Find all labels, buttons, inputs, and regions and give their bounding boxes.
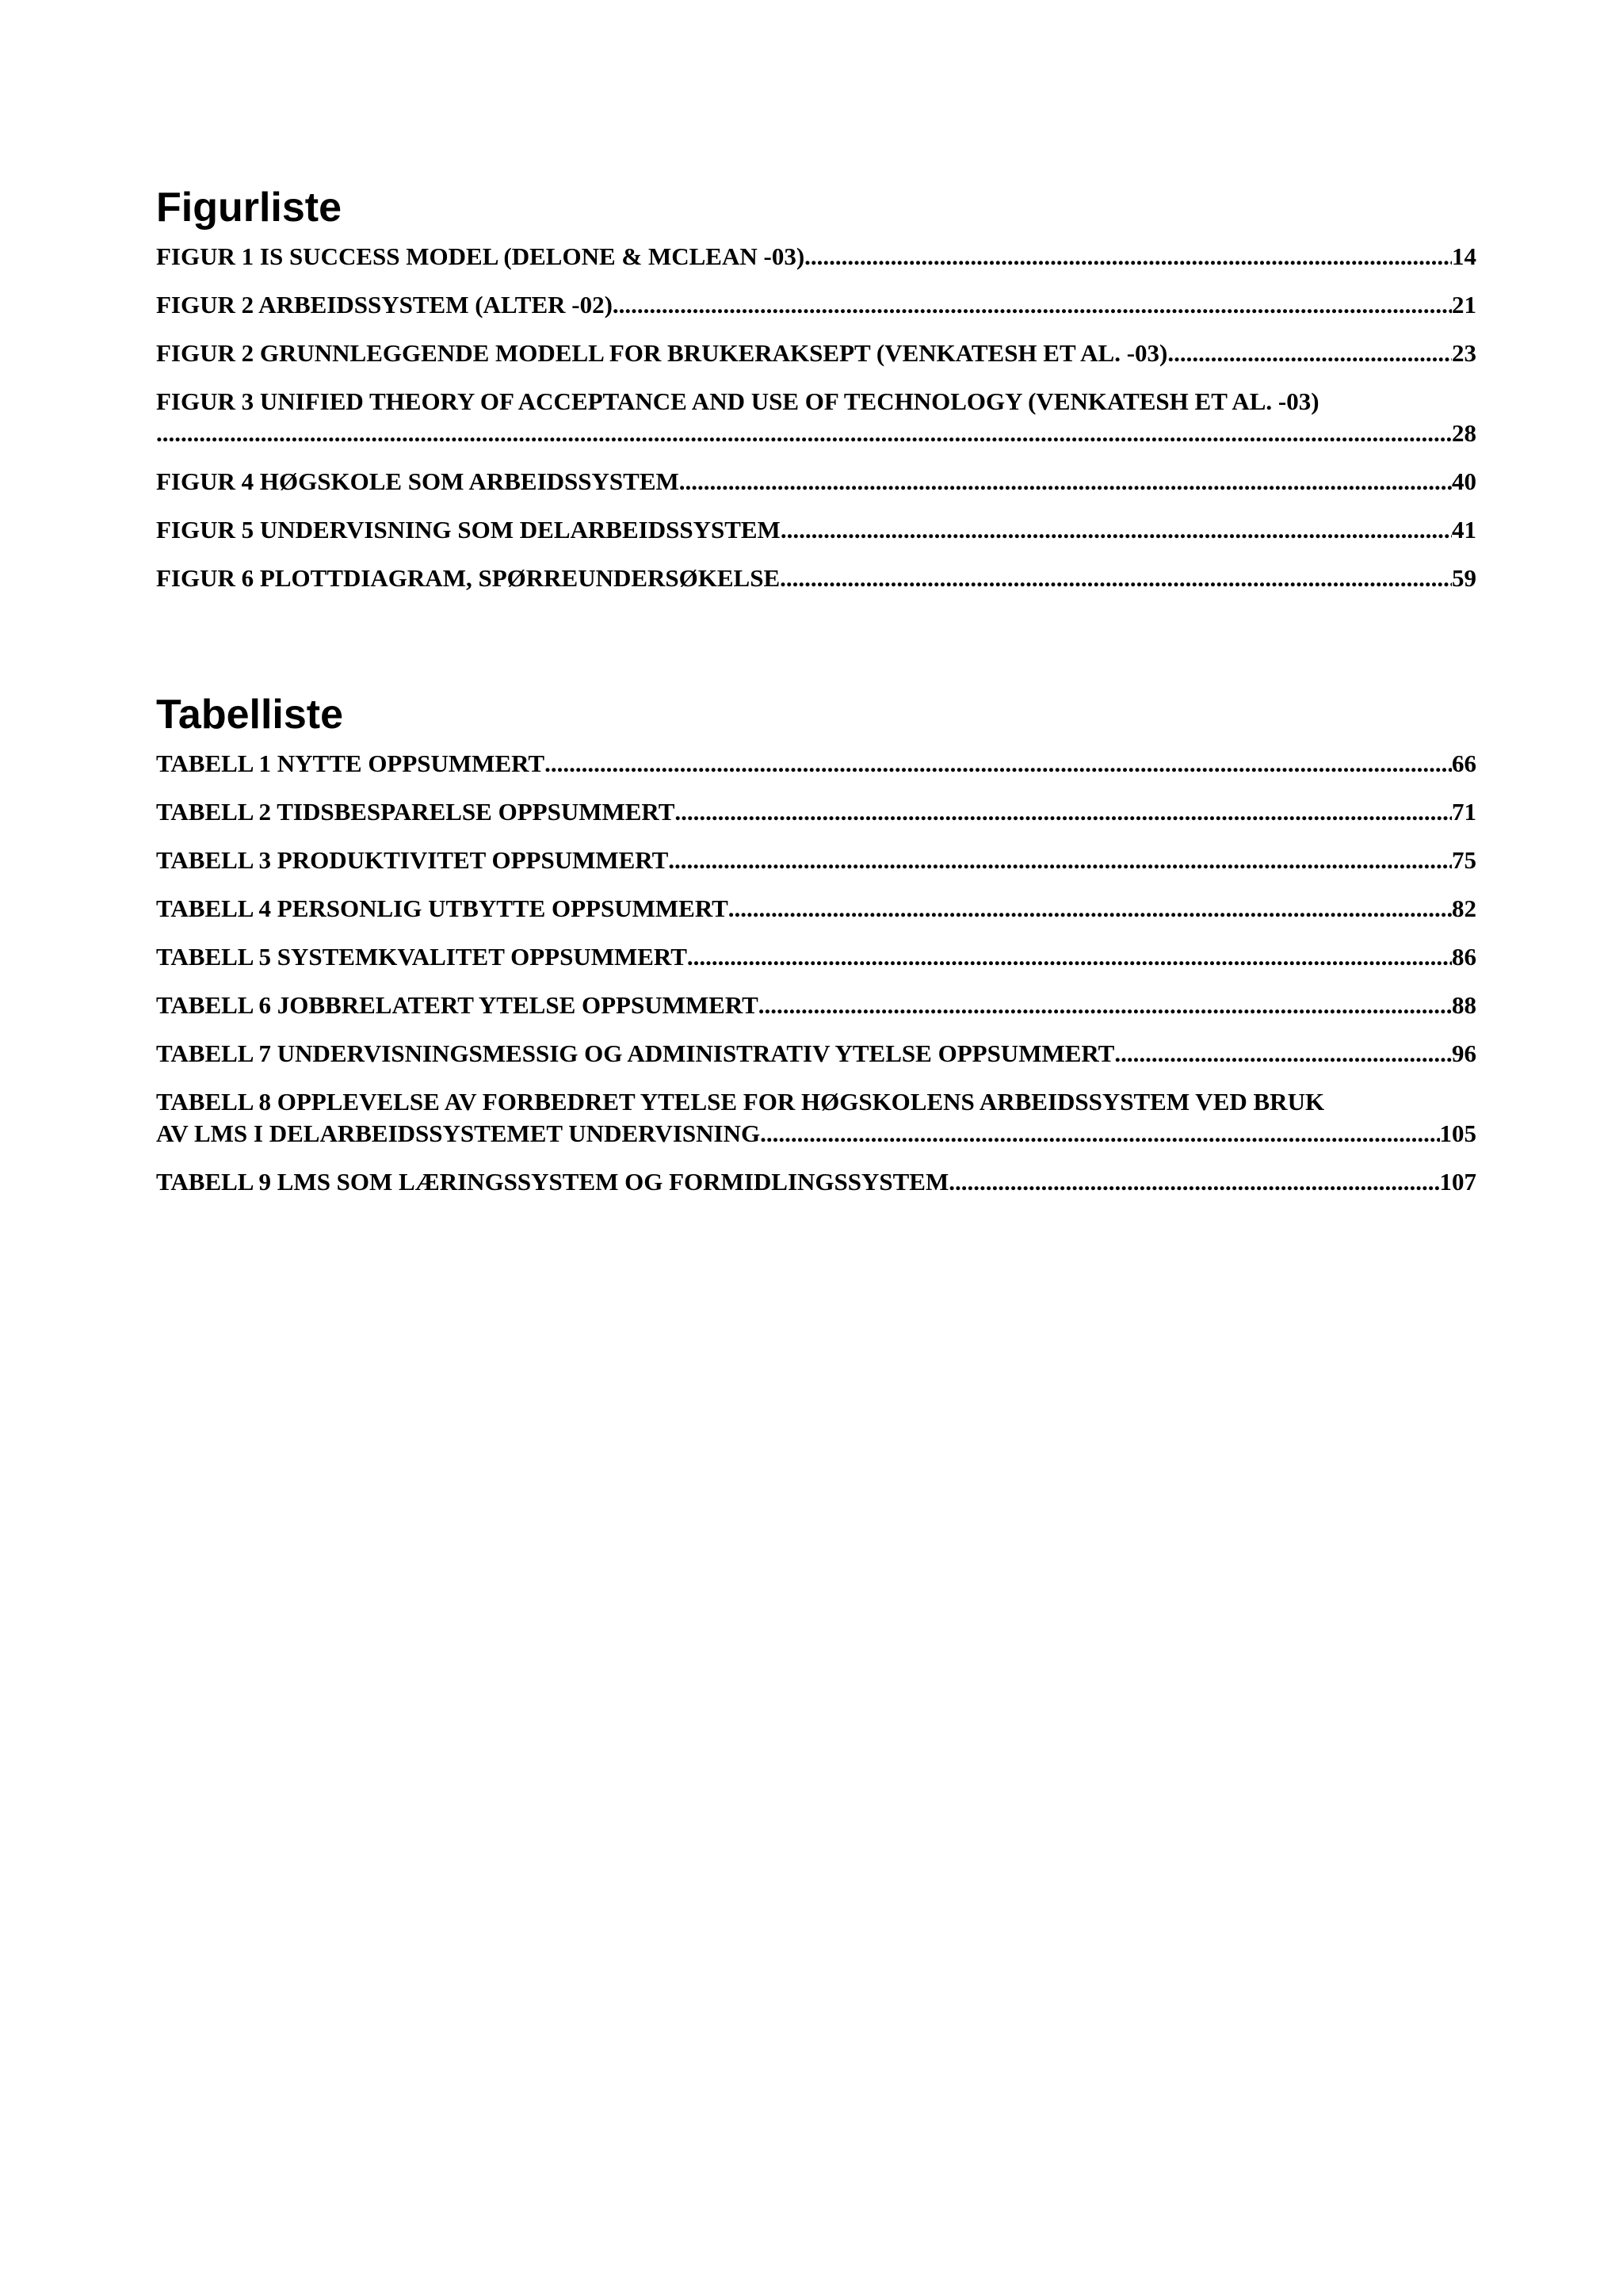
entry-title: FIGUR 1 IS SUCCESS MODEL (DELONE & MCLEAN -03) (156, 242, 805, 270)
dot-leader (758, 990, 1452, 1021)
entry-title: FIGUR 2 ARBEIDSSYSTEM (ALTER -02) (156, 291, 613, 318)
figure-list (156, 241, 1476, 594)
table-list-entry[interactable] (156, 1086, 1476, 1150)
entry-title: FIGUR 3 UNIFIED THEORY OF ACCEPTANCE AND USE OF TECHNOLOGY (VENKATESH ET AL. -03) (156, 387, 1319, 415)
figure-list-entry[interactable] (156, 514, 1476, 546)
dot-leader (156, 418, 1452, 449)
entry-page-number: 59 (1452, 564, 1476, 592)
figure-list-entry[interactable] (156, 338, 1476, 369)
entry-page-number: 40 (1452, 467, 1476, 495)
entry-title: TABELL 8 OPPLEVELSE AV FORBEDRET YTELSE FOR HØGSKOLENS ARBEIDSSYSTEM VED BRUK (156, 1088, 1325, 1116)
entry-title: TABELL 1 NYTTE OPPSUMMERT (156, 749, 545, 777)
dot-leader (613, 289, 1452, 321)
table-list-section (156, 691, 1476, 1215)
table-list (156, 748, 1476, 1198)
figure-list-entry[interactable] (156, 289, 1476, 321)
entry-title: FIGUR 5 UNDERVISNING SOM DELARBEIDSSYSTEM (156, 516, 781, 543)
table-list-entry[interactable] (156, 1166, 1476, 1198)
figure-list-entry[interactable] (156, 241, 1476, 273)
dot-leader (780, 563, 1452, 594)
figure-list-heading: Figurliste (156, 185, 342, 231)
dot-leader (1114, 1038, 1452, 1070)
table-list-entry[interactable] (156, 893, 1476, 925)
entry-page-number: 23 (1452, 339, 1476, 367)
entry-page-number: 88 (1452, 991, 1476, 1019)
figure-list-entry[interactable] (156, 466, 1476, 498)
entry-title: TABELL 3 PRODUKTIVITET OPPSUMMERT (156, 846, 669, 874)
table-list-entry[interactable] (156, 941, 1476, 973)
entry-page-number: 71 (1452, 798, 1476, 826)
dot-leader (687, 941, 1452, 973)
entry-page-number: 107 (1439, 1168, 1476, 1196)
dot-leader (544, 748, 1452, 780)
entry-title: TABELL 4 PERSONLIG UTBYTTE OPPSUMMERT (156, 894, 728, 922)
dot-leader (1167, 338, 1452, 369)
figure-list-section (156, 184, 1476, 611)
entry-page-number: 86 (1452, 943, 1476, 971)
dot-leader (949, 1166, 1439, 1198)
entry-page-number: 66 (1452, 749, 1476, 777)
table-list-entry[interactable] (156, 845, 1476, 876)
entry-page-number: 28 (1452, 419, 1476, 447)
dot-leader (674, 796, 1452, 828)
figure-list-entry[interactable] (156, 386, 1476, 449)
table-list-entry[interactable] (156, 990, 1476, 1021)
entry-title: TABELL 7 UNDERVISNINGSMESSIG OG ADMINISTRATIV YTELSE OPPSUMMERT (156, 1039, 1115, 1067)
dot-leader (781, 514, 1452, 546)
entry-page-number: 96 (1452, 1039, 1476, 1067)
table-list-heading: Tabelliste (156, 692, 344, 738)
entry-title: TABELL 6 JOBBRELATERT YTELSE OPPSUMMERT (156, 991, 758, 1019)
entry-page-number: 21 (1452, 291, 1476, 318)
dot-leader (679, 466, 1452, 498)
dot-leader (728, 893, 1452, 925)
entry-page-number: 14 (1452, 242, 1476, 270)
entry-title: TABELL 5 SYSTEMKVALITET OPPSUMMERT (156, 943, 687, 971)
entry-title: FIGUR 4 HØGSKOLE SOM ARBEIDSSYSTEM (156, 467, 679, 495)
figure-list-entry[interactable] (156, 563, 1476, 594)
entry-title-continuation: AV LMS I DELARBEIDSSYSTEMET UNDERVISNING (156, 1119, 761, 1147)
dot-leader (760, 1118, 1439, 1150)
dot-leader (668, 845, 1452, 876)
entry-title: TABELL 9 LMS SOM LÆRINGSSYSTEM OG FORMIDLINGSSYSTEM (156, 1168, 949, 1196)
entry-title: FIGUR 2 GRUNNLEGGENDE MODELL FOR BRUKERAKSEPT (VENKATESH ET AL. -03) (156, 339, 1168, 367)
entry-page-number: 75 (1452, 846, 1476, 874)
table-list-entry[interactable] (156, 748, 1476, 780)
entry-page-number: 41 (1452, 516, 1476, 543)
table-list-entry[interactable] (156, 1038, 1476, 1070)
entry-title: TABELL 2 TIDSBESPARELSE OPPSUMMERT (156, 798, 675, 826)
table-list-entry[interactable] (156, 796, 1476, 828)
entry-page-number: 82 (1452, 894, 1476, 922)
entry-title: FIGUR 6 PLOTTDIAGRAM, SPØRREUNDERSØKELSE (156, 564, 781, 592)
entry-page-number: 105 (1439, 1119, 1476, 1147)
dot-leader (804, 241, 1452, 273)
